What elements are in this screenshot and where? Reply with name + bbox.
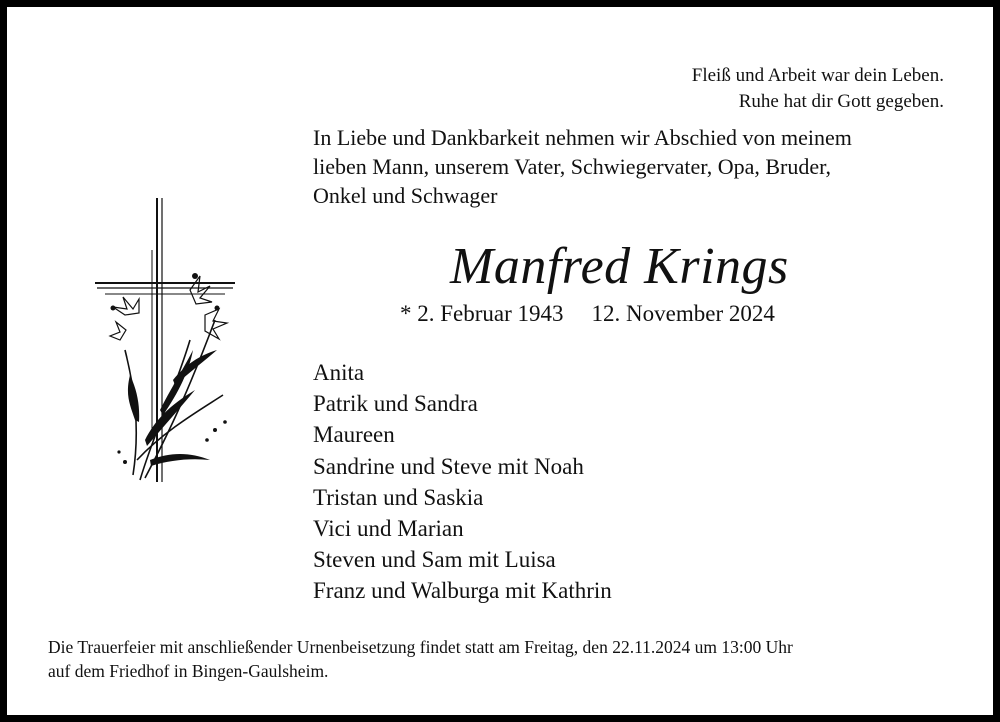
intro-line-3: Onkel und Schwager — [313, 183, 498, 208]
service-line-1: Die Trauerfeier mit anschließender Urnenbeisetzung findet statt am Freitag, den 22.11.2024 um 13:00 Uhr — [48, 637, 793, 657]
motto-line-1: Fleiß und Arbeit war dein Leben. — [691, 65, 944, 86]
deceased-name: Manfred Krings — [450, 238, 789, 295]
list-item: Sandrine und Steve mit Noah — [313, 453, 584, 479]
list-item: Franz und Walburga mit Kathrin — [313, 578, 612, 604]
motto — [692, 63, 944, 115]
list-item: Maureen — [313, 422, 395, 448]
intro-line-1: In Liebe und Dankbarkeit nehmen wir Abschied von meinem — [313, 125, 852, 150]
mourners-list — [313, 357, 612, 607]
service-line-2: auf dem Friedhof in Bingen-Gaulsheim. — [48, 661, 329, 681]
list-item: Anita — [313, 360, 365, 385]
death-date: 12. November 2024 — [591, 301, 775, 326]
motto-line-2: Ruhe hat dir Gott gegeben. — [738, 91, 944, 112]
list-item: Patrik und Sandra — [313, 391, 478, 417]
intro-line-2: lieben Mann, unserem Vater, Schwiegervater, Opa, Bruder, — [313, 154, 832, 179]
list-item: Vici und Marian — [313, 516, 464, 542]
cross-with-lily-icon — [85, 190, 245, 490]
list-item: Steven und Sam mit Luisa — [313, 547, 556, 573]
life-dates — [400, 299, 775, 329]
list-item: Tristan und Saskia — [313, 484, 484, 510]
service-info — [48, 635, 793, 683]
birth-date: * 2. Februar 1943 — [400, 301, 564, 326]
intro-text — [313, 123, 953, 210]
